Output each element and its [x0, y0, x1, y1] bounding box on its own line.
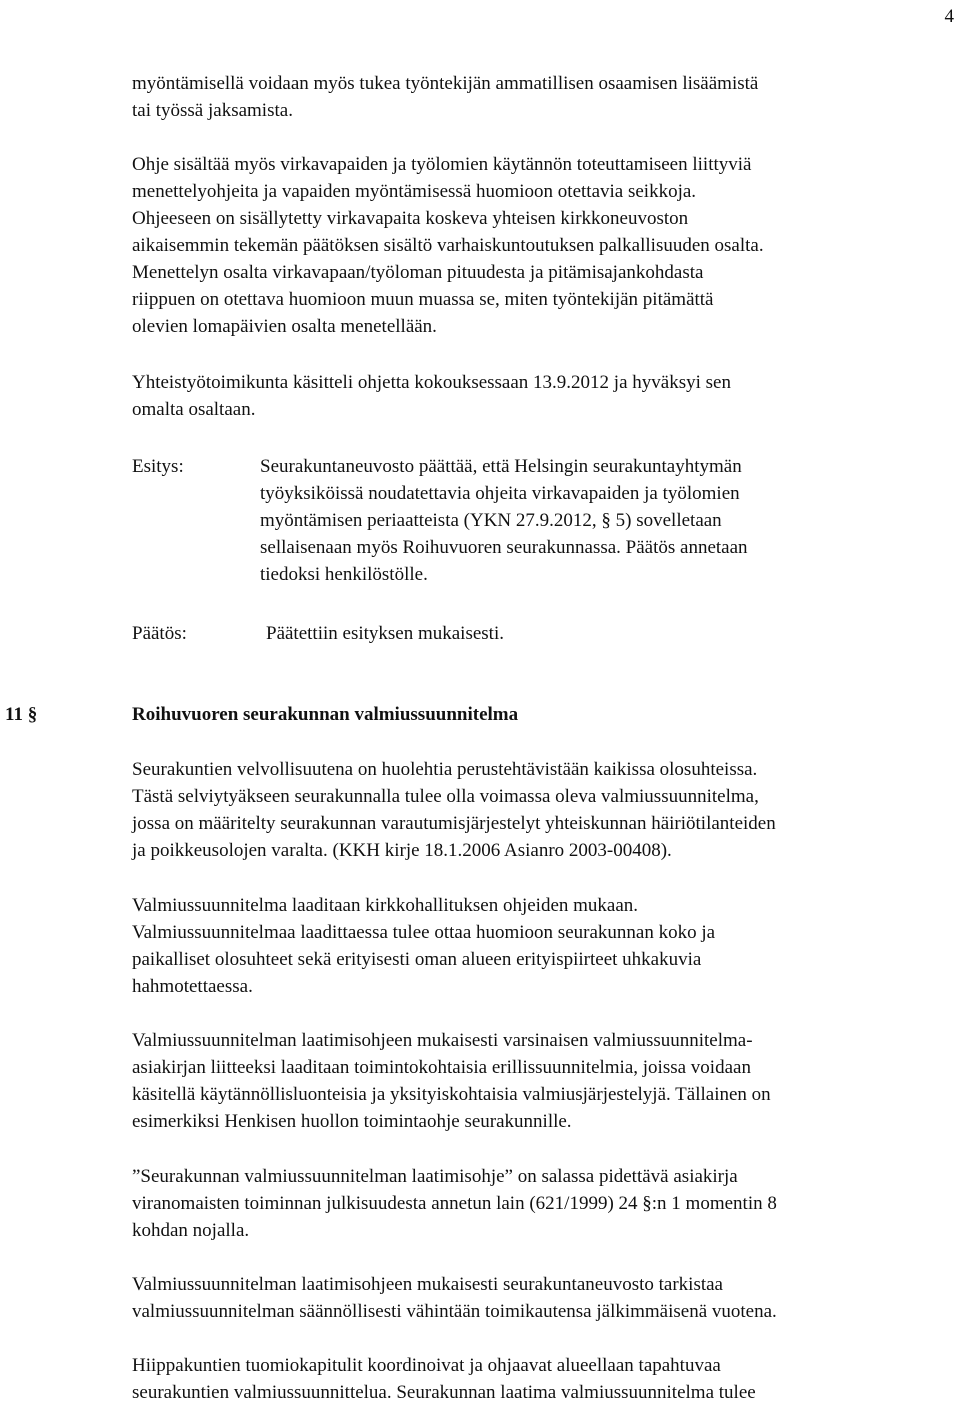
- section-paragraph: ”Seurakunnan valmiussuunnitelman laatimisohje” on salassa pidettävä asiakirja viranomaisten toiminnan julkisuudesta annetun lain (621/1999) 24 §:n 1 momentin 8 kohdan nojalla.: [132, 1166, 777, 1241]
- paragraph-committee-approval: Yhteistyötoimikunta käsitteli ohjetta kokouksessaan 13.9.2012 ja hyväksyi sen omalta osaltaan.: [132, 372, 731, 420]
- section-paragraph: Valmiussuunnitelman laatimisohjeen mukaisesti varsinaisen valmiussuunnitelma- asiakirjan liitteeksi laaditaan toimintokohtaisia erillissuunnitelmia, joissa voidaan käsitellä käytännöllisluonteisia ja yksityiskohtaisia valmiusjärjestelyjä. Tällainen on esimerkiksi Henkisen huollon toimintaohje seurakunnille.: [132, 1030, 771, 1132]
- section-paragraph: Seurakuntien velvollisuutena on huolehtia perustehtävistään kaikissa olosuhteissa. Tästä selviytyäkseen seurakunnalla tulee olla voimassa oleva valmiussuunnitelma, jossa on määritelty seurakunnan varautumisjärjestelyt yhteiskunnan häiriötilanteiden ja poikkeusolojen varalta. (KKH kirje 18.1.2006 Asianro 2003-00408).: [132, 759, 776, 861]
- section-paragraph: Hiippakuntien tuomiokapitulit koordinoivat ja ohjaavat alueellaan tapahtuvaa seurakuntien valmiussuunnittelua. Seurakunnan laatima valmiussuunnitelma tulee: [132, 1355, 756, 1403]
- decision-label: Päätös:: [132, 623, 187, 644]
- proposal-text: Seurakuntaneuvosto päättää, että Helsingin seurakuntayhtymän työyksiköissä noudatettavia ohjeita virkavapaiden ja työlomien myöntämisen periaatteista (YKN 27.9.2012, § 5) sovelletaan sellaisenaan myös Roihuvuoren seurakunnassa. Päätös annetaan tiedoksi henkilöstölle.: [260, 456, 748, 585]
- section-number: 11 §: [5, 704, 38, 725]
- proposal-label: Esitys:: [132, 456, 184, 477]
- page-number: 4: [944, 6, 954, 27]
- section-title: Roihuvuoren seurakunnan valmiussuunnitelma: [132, 704, 519, 725]
- section-paragraph: Valmiussuunnitelma laaditaan kirkkohallituksen ohjeiden mukaan. Valmiussuunnitelmaa laadittaessa tulee ottaa huomioon seurakunnan koko ja paikalliset olosuhteet sekä erityisesti oman alueen erityispiirteet uhkakuvia hahmotettaessa.: [132, 895, 716, 997]
- paragraph-instruction-content: Ohje sisältää myös virkavapaiden ja työlomien käytännön toteuttamiseen liittyviä menettelyohjeita ja vapaiden myöntämisessä huomioon otettavia seikkoja. Ohjeeseen on sisällytetty virkavapaita koskeva yhteisen kirkkoneuvoston aikaisemmin tekemän päätöksen sisältö varhaiskuntoutuksen palkallisuuden osalta. Menettelyn osalta virkavapaan/työloman pituudesta ja pitämisajankohdasta riippuen on otettava huomioon muun muassa se, miten työntekijän pitämättä olevien lomapäivien osalta menetellään.: [132, 154, 764, 337]
- decision-text: Päätettiin esityksen mukaisesti.: [266, 623, 504, 644]
- paragraph-intro-continuation: myöntämisellä voidaan myös tukea työntekijän ammatillisen osaamisen lisäämistä tai työssä jaksamista.: [132, 73, 759, 121]
- section-paragraph: Valmiussuunnitelman laatimisohjeen mukaisesti seurakuntaneuvosto tarkistaa valmiussuunnitelman säännöllisesti vähintään toimikautensa jälkimmäisenä vuotena.: [132, 1274, 777, 1322]
